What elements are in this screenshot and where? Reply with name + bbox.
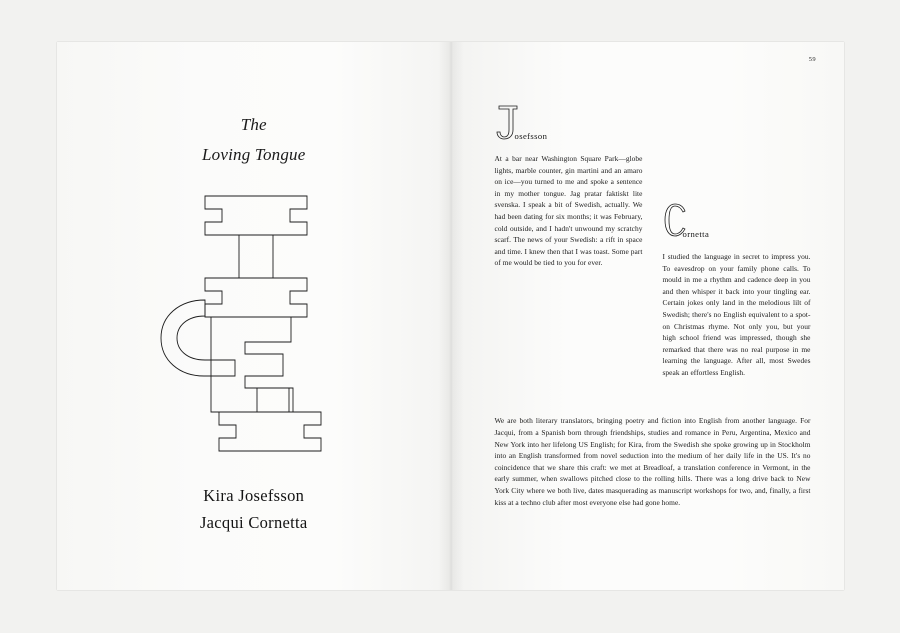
dropcap-word-josefsson: osefsson — [514, 131, 548, 141]
right-page — [451, 42, 845, 590]
left-page — [57, 42, 451, 590]
closing-block — [495, 408, 811, 516]
title-line-1: The — [240, 115, 267, 134]
dropcap-block-j — [495, 104, 643, 144]
dropcap-word-cornetta: ornetta — [682, 229, 710, 239]
column-josefsson — [495, 104, 643, 276]
title-line-2: Loving Tongue — [201, 145, 306, 164]
page-title — [57, 110, 451, 170]
paragraph-closing: We are both literary translators, bringing poetry and fiction into English from another language. For Jacqui, from a Spanish born through friendships, studies and romance in Peru, Argentina, Mexico and New York into her lifelong US English; for Kira, from the Swedish she spoke growing up in Stockholm into an English transformed from novel seduction into the medium of her daily life in the US. It's no coincidence that we share this craft: we met at Breadloaf, a translation conference in Vermont, in the early summer, when swallows pitched close to the rolling hills. There was a long drive back to New York City where we both live, dates masquerading as manuscript workshops for two, and, finally, a first kiss at a techno club after most everyone else had gone home. — [494, 416, 811, 507]
author-name-1: Kira Josefsson — [203, 486, 305, 505]
author-list — [57, 482, 451, 536]
dropcap-block-c — [663, 202, 811, 242]
paragraph-cornetta: I studied the language in secret to impress you. To eavesdrop on your family phone calls. To mould in me a rhythm and cadence deep in you and then whisper it back into your tingling ear. Certain jokes only land in the melodious lilt of Swedish; there's no English equivalent to a spot-on Christmas rhyme. Not only you, but your high school friend was impressed, though she remarked that there was no real purpose in me learning the language. After all, most Swedes speak an effortless English. — [662, 252, 811, 377]
column-cornetta — [663, 202, 811, 386]
page-number: 59 — [808, 56, 816, 63]
book-spread — [57, 42, 844, 590]
letter-sculpture-illustration — [57, 192, 451, 457]
author-name-2: Jacqui Cornetta — [199, 513, 308, 532]
paragraph-josefsson: At a bar near Washington Square Park—globe lights, marble counter, gin martini and an amaro on ice—you turned to me and spoke a sentence in my mother tongue. Jag pratar faktiskt lite svenska. I speak a bit of Swedish, actually. We had been dating for six months; it was February, cold outside, and I hadn't unwound my scratchy scarf. The news of your Swedish: a rift in space and time. I knew then that I was toast. Some part of me would be tied to you for ever. — [494, 154, 643, 268]
